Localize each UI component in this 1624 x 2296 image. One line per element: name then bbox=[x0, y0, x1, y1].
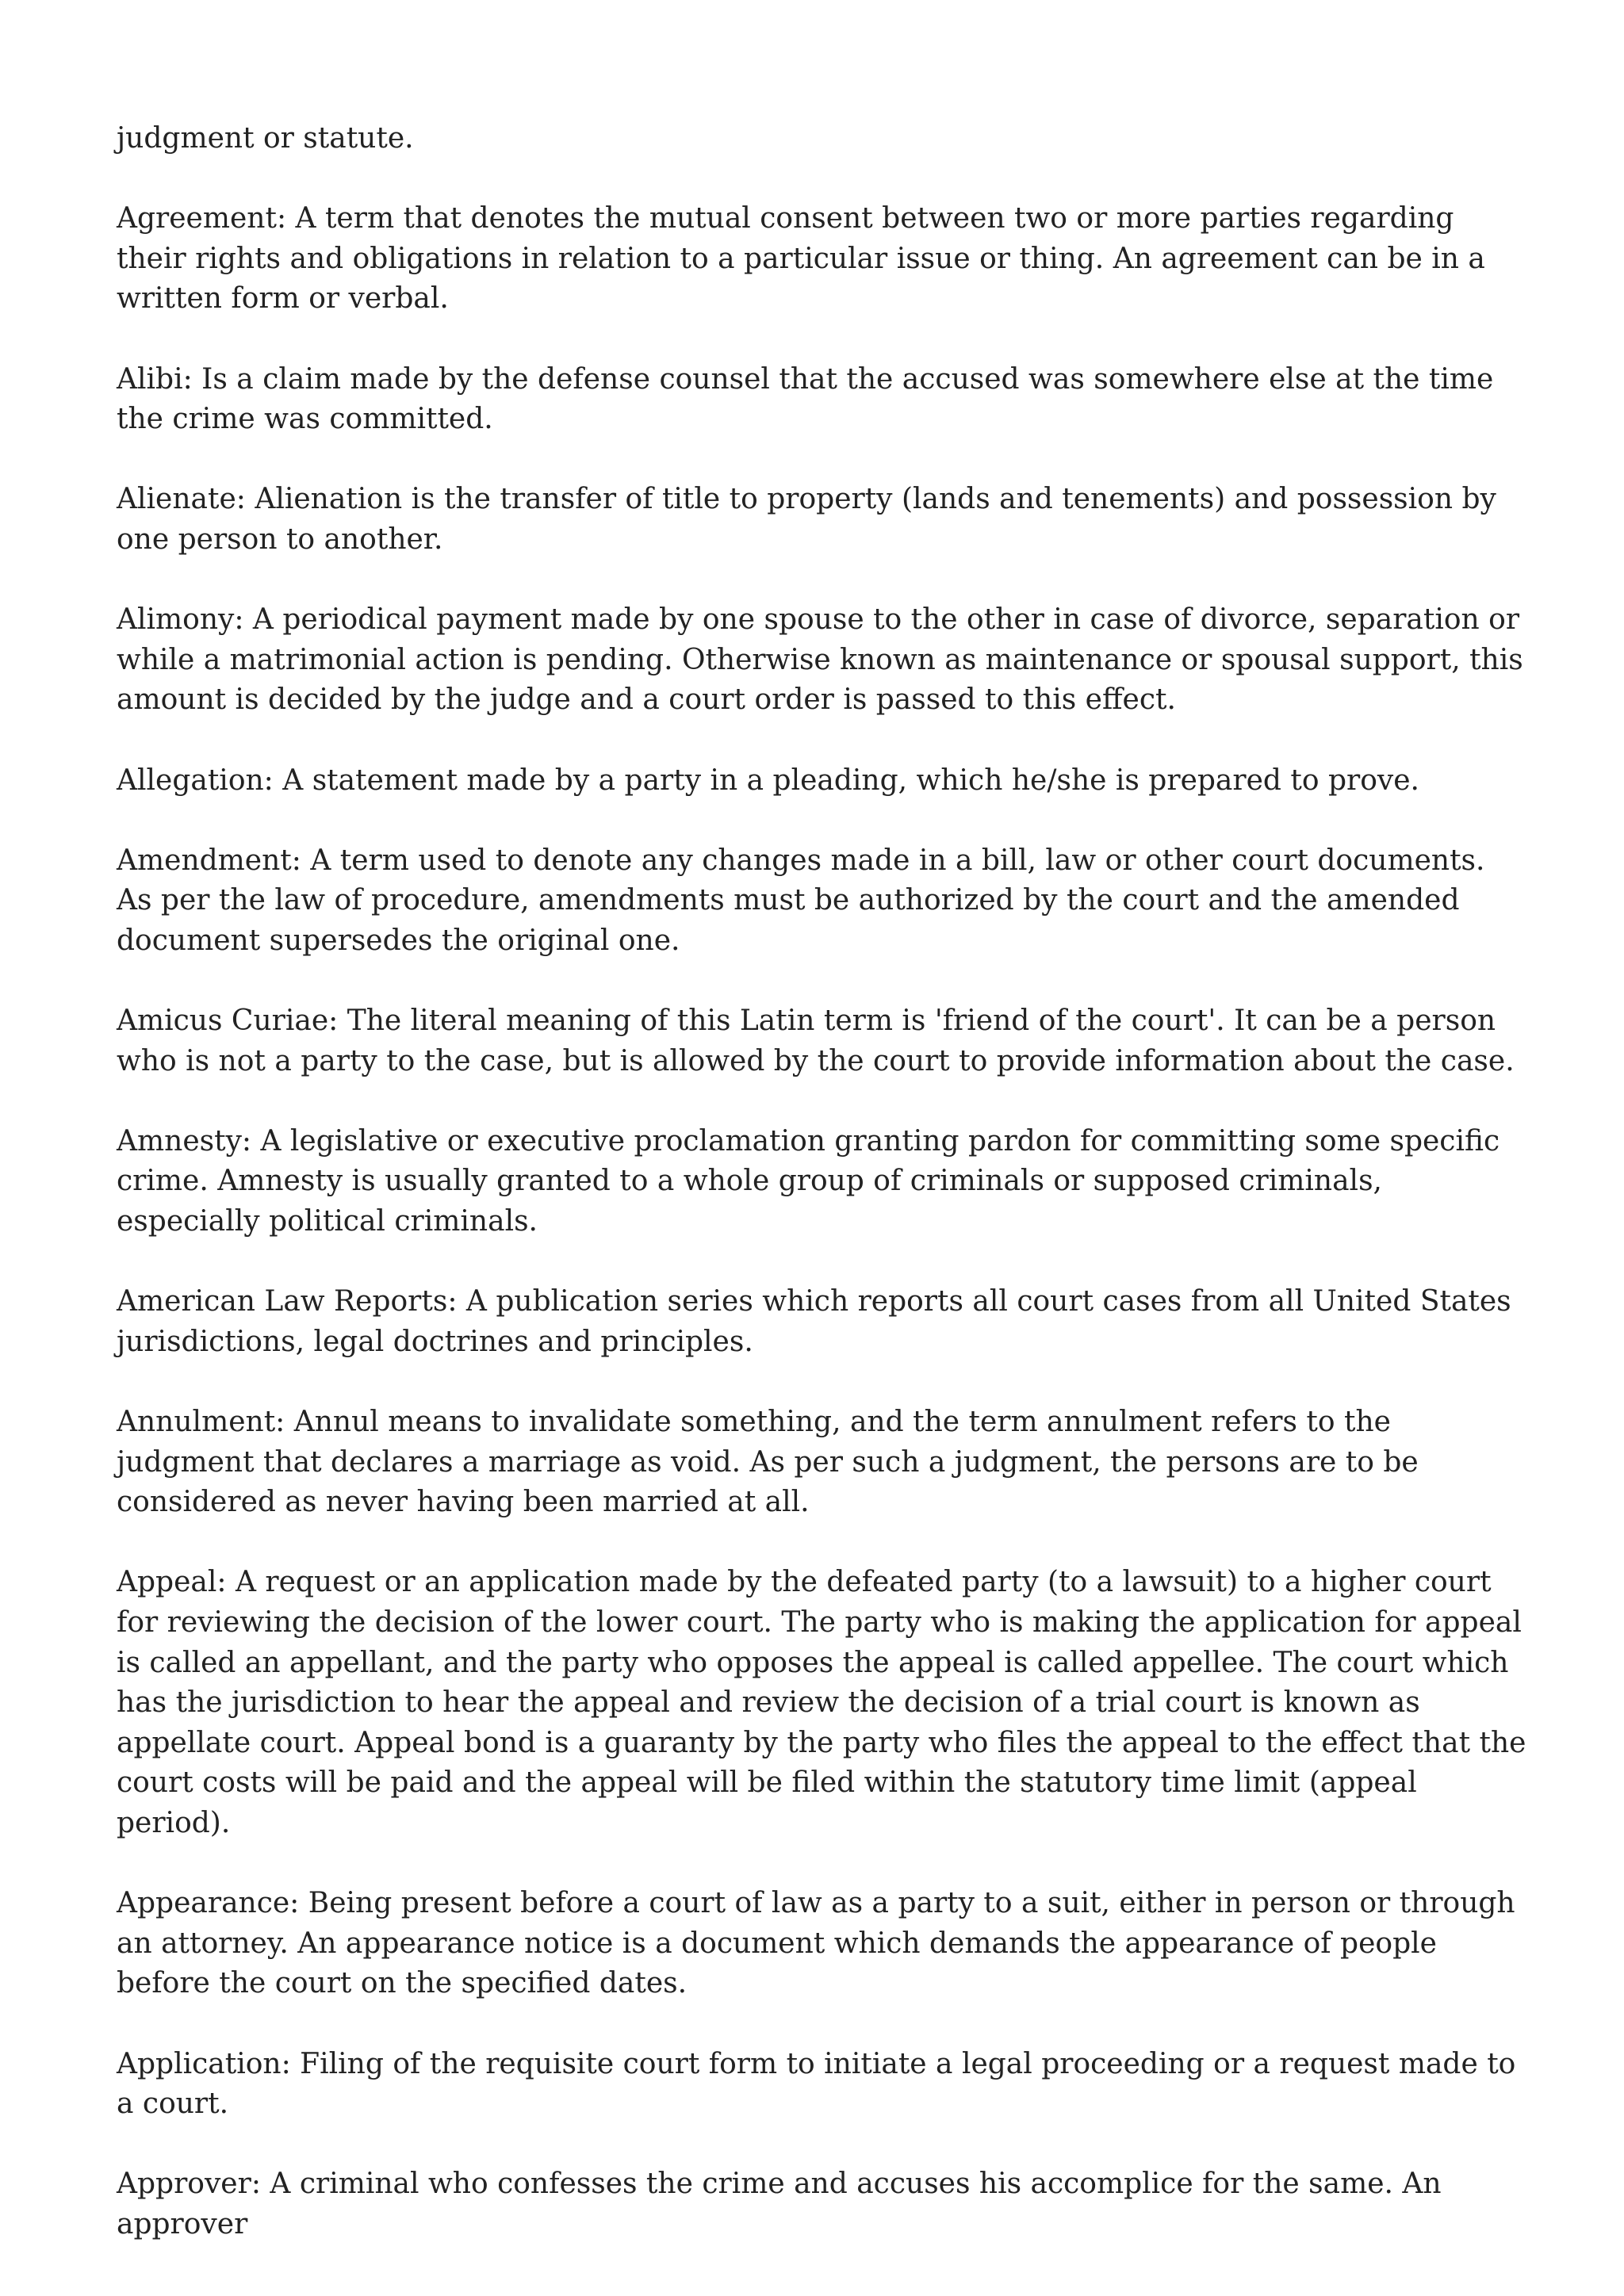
paragraph-alienate: Alienate: Alienation is the transfer of title to property (lands and tenements) and possession by one person to another. bbox=[117, 483, 1496, 556]
paragraph-annulment: Annulment: Annul means to invalidate something, and the term annulment refers to the judgment that declares a marriage as void. As per such a judgment, the persons are to be considered as never having been married at all. bbox=[117, 1406, 1419, 1519]
paragraph-continuation-statute: judgment or statute. bbox=[117, 122, 414, 155]
paragraph-allegation: Allegation: A statement made by a party in a pleading, which he/she is prepared to prove. bbox=[117, 763, 1419, 797]
paragraph-appearance: Appearance: Being present before a court of law as a party to a suit, either in person or through an attorney. An appearance notice is a document which demands the appearance of people before the court on the specified dates. bbox=[117, 1887, 1515, 2000]
paragraph-agreement: Agreement: A term that denotes the mutual consent between two or more parties regarding their rights and obligations in relation to a particular issue or thing. An agreement can be in a written form or verbal. bbox=[117, 202, 1485, 316]
paragraph-application: Application: Filing of the requisite court form to initiate a legal proceeding or a request made to a court. bbox=[117, 2047, 1516, 2121]
paragraph-amicus-curiae: Amicus Curiae: The literal meaning of this Latin term is 'friend of the court'. It can be a person who is not a party to the case, but is allowed by the court to provide information about the case. bbox=[117, 1004, 1515, 1077]
paragraph-alimony: Alimony: A periodical payment made by one spouse to the other in case of divorce, separation or while a matrimonial action is pending. Otherwise known as maintenance or spousal support, this amount is decided by the judge and a court order is passed to this effect. bbox=[117, 603, 1523, 717]
paragraph-alibi: Alibi: Is a claim made by the defense counsel that the accused was somewhere else at the time the crime was committed. bbox=[117, 362, 1494, 436]
paragraph-amendment: Amendment: A term used to denote any changes made in a bill, law or other court documents. As per the law of procedure, amendments must be authorized by the court and the amended document supersedes the original one. bbox=[117, 844, 1485, 957]
paragraph-approver: Approver: A criminal who confesses the crime and accuses his accomplice for the same. An approver bbox=[117, 2168, 1442, 2241]
glossary-text-column bbox=[117, 119, 1528, 2285]
paragraph-appeal: Appeal: A request or an application made by the defeated party (to a lawsuit) to a higher court for reviewing the decision of the lower court. The party who is making the application for appeal is called an appellant, and the party who opposes the appeal is called appellee. The court which has the jurisdiction to hear the appeal and review the decision of a trial court is known as appellate court. Appeal bond is a guaranty by the party who files the appeal to the effect that the court costs will be paid and the appeal will be filed within the statutory time limit (appeal period). bbox=[117, 1566, 1526, 1839]
paragraph-american-law-reports: American Law Reports: A publication series which reports all court cases from all United States jurisdictions, legal doctrines and principles. bbox=[117, 1285, 1511, 1358]
paragraph-amnesty: Amnesty: A legislative or executive proclamation granting pardon for committing some specific crime. Amnesty is usually granted to a whole group of criminals or supposed criminals, especially political criminals. bbox=[117, 1124, 1500, 1238]
